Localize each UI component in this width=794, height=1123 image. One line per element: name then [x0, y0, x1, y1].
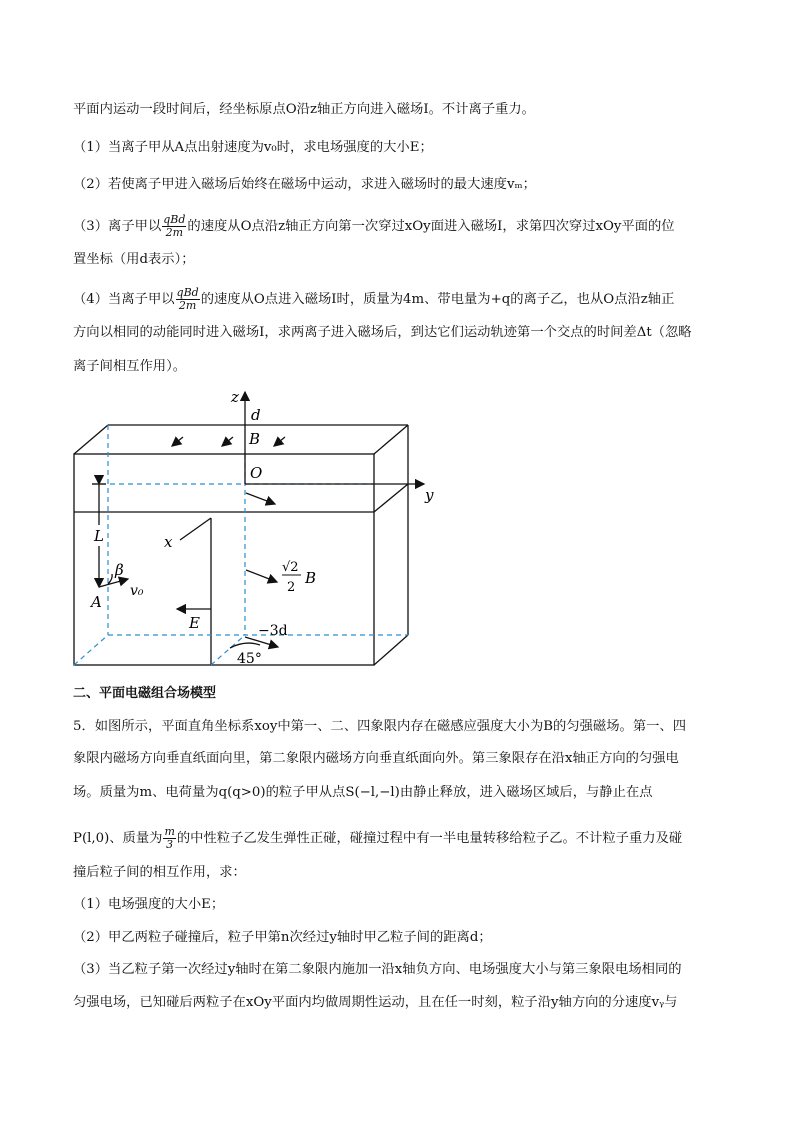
fraction-numerator: qBd [163, 213, 186, 226]
p5-line-2: 象限内磁场方向垂直纸面向里，第二象限内磁场方向垂直纸面向外。第三象限存在沿x轴正方向的匀强电 [73, 751, 679, 766]
label-x: x [164, 533, 173, 551]
fraction-denominator: 3 [166, 838, 174, 851]
label-beta: β [115, 561, 124, 579]
p4-question-2: （2）若使离子甲进入磁场后始终在磁场中运动，求进入磁场时的最大速度vₘ； [73, 177, 536, 192]
fraction-denominator: 2m [178, 299, 197, 312]
p4-q4-suffix: 的速度从O点进入磁场Ⅰ时，质量为4m、带电量为+q的离子乙，也从O点沿z轴正 [200, 292, 675, 307]
label-A: A [91, 593, 102, 611]
p5-question-3b: 匀强电场，已知碰后两粒子在xOy平面内均做周期性运动，且在任一时刻，粒子沿y轴方向的分速度vᵧ与 [73, 995, 678, 1010]
p4-question-3 [73, 214, 675, 239]
p5-line-1: 5．如图所示，平面直角坐标系xoy中第一、二、四象限内存在磁感应强度大小为B的匀强磁场。第一、四 [73, 719, 687, 734]
label-L: L [94, 527, 104, 545]
p4-q3-continuation: 置坐标（用d表示）； [73, 252, 195, 267]
label-45deg: 45° [237, 651, 262, 667]
p5-line-4 [73, 826, 682, 851]
fraction-denominator: 2m [165, 226, 184, 239]
p4-q3-suffix: 的速度从O点沿z轴正方向第一次穿过xOy面进入磁场Ⅰ，求第四次穿过xOy平面的位 [187, 219, 675, 234]
p4-q4-fraction [176, 287, 200, 312]
fraction-numerator: qBd [176, 286, 199, 299]
section-title: 二、平面电磁组合场模型 [73, 686, 217, 701]
x-axis [180, 518, 211, 540]
box-front-face [74, 454, 374, 665]
p5-line-5: 撞后粒子间的相互作用，求： [73, 865, 246, 880]
label-O: O [250, 464, 263, 482]
p5-l4-prefix: P(l,0)、质量为 [73, 831, 163, 846]
label-sqrt2: √2 [282, 560, 299, 575]
label-d: d [251, 406, 261, 424]
fraction-numerator: m [164, 825, 175, 838]
p4-q3-fraction [162, 214, 186, 239]
p5-question-2: （2）甲乙两粒子碰撞后，粒子甲第n次经过y轴时甲乙粒子间的距离d； [73, 930, 492, 945]
field-region-diagram [0, 380, 794, 675]
label-z: z [231, 388, 239, 406]
p4-q4-continuation-2: 离子间相互作用）。 [73, 359, 187, 374]
label-y: y [425, 486, 434, 504]
label-B: B [249, 430, 261, 448]
p5-question-1: （1）电场强度的大小E； [73, 897, 225, 912]
p5-mass-fraction [163, 826, 175, 851]
p4-question-4 [73, 287, 674, 312]
p4-q4-continuation-1: 方向以相同的动能同时进入磁场Ⅰ，求两离子进入磁场后，到达它们运动轨迹第一个交点的时间差Δt（忽略 [73, 325, 692, 340]
label-two: 2 [287, 580, 296, 595]
label-B-side: B [305, 569, 317, 587]
p4-intro: 平面内运动一段时间后，经坐标原点O沿z轴正方向进入磁场Ⅰ。不计离子重力。 [73, 102, 535, 117]
hidden-edges [74, 425, 408, 665]
p4-question-1: （1）当离子甲从A点出射速度为v₀时，求电场强度的大小E； [73, 140, 433, 155]
label-E: E [189, 614, 200, 632]
label-v0: v₀ [130, 583, 144, 599]
label-minus-3d: −3d [258, 623, 288, 639]
p4-q3-prefix: （3）离子甲以 [73, 219, 162, 234]
p5-line-3: 场。质量为m、电荷量为q(q>0)的粒子甲从点S(−l,−l)由静止释放，进入磁场区域后，与静止在点 [73, 785, 653, 800]
p4-q4-prefix: （4）当离子甲以 [73, 292, 175, 307]
p5-l4-suffix: 的中性粒子乙发生弹性正碰，碰撞过程中有一半电量转移给粒子乙。不计粒子重力及碰 [176, 831, 683, 846]
p5-question-3a: （3）当乙粒子第一次经过y轴时在第二象限内施加一沿x轴负方向、电场强度大小与第三象限电场相同的 [73, 962, 682, 977]
